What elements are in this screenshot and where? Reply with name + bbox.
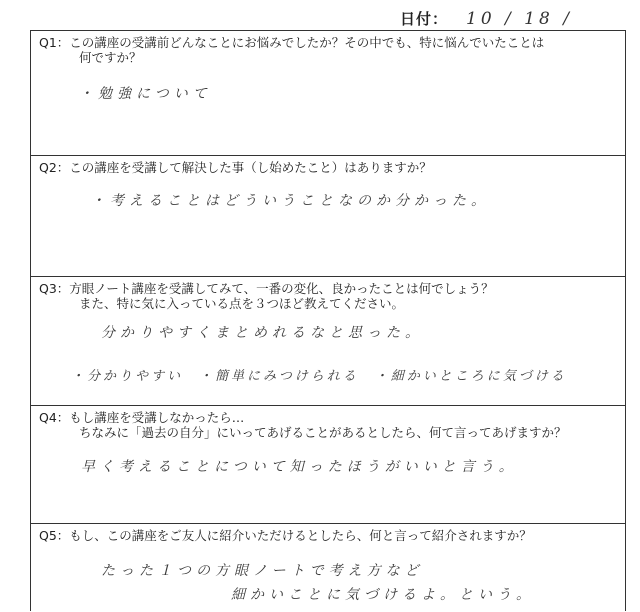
section-q1 xyxy=(31,31,625,156)
date-row xyxy=(400,8,573,30)
question-q2 xyxy=(39,160,619,175)
question-q3-line1: Q3：方眼ノート講座を受講してみて、一番の変化、良かったことは何でしょう？ xyxy=(39,281,494,296)
question-q4-line1: Q4：もし講座を受講しなかったら… xyxy=(39,410,245,425)
question-q2-line1: Q2：この講座を受講して解決した事（し始めたこと）はありますか？ xyxy=(39,160,432,175)
question-q3-line2: また、特に気に入っている点を３つほど教えてください。 xyxy=(79,296,405,311)
answer-q5-2: 細かいことに気づけるよ。という。 xyxy=(231,587,535,603)
section-q3 xyxy=(31,277,625,406)
question-q4-line2: ちなみに「過去の自分」にいってあげることがあるとしたら、何て言ってあげますか？ xyxy=(79,425,567,440)
answer-q5-1: たった１つの方眼ノートで考え方など xyxy=(101,563,424,579)
question-q1-line2: 何ですか？ xyxy=(79,50,142,65)
question-q3 xyxy=(39,281,619,311)
section-q4 xyxy=(31,406,625,524)
question-q4 xyxy=(39,410,619,440)
date-value: 10 / 18 / xyxy=(466,9,573,29)
question-q5-line1: Q5：もし、この講座をご友人に紹介いただけるとしたら、何と言って紹介されますか？ xyxy=(39,528,532,543)
question-q1-line1: Q1：この講座の受講前どんなことにお悩みでしたか？その中でも、特に悩んでいたことは xyxy=(39,35,545,50)
date-label: 日付： xyxy=(400,10,449,28)
survey-form xyxy=(30,30,626,611)
section-q2 xyxy=(31,156,625,277)
answer-q3-1: 分かりやすくまとめれるなと思った。 xyxy=(101,325,424,341)
answer-q4-1: 早く考えることについて知ったほうがいいと言う。 xyxy=(81,459,518,475)
question-q5 xyxy=(39,528,619,543)
question-q1 xyxy=(39,35,619,65)
answer-q2-1: ・考えることはどういうことなのか分かった。 xyxy=(91,193,490,209)
answer-q1-1: ・勉強について xyxy=(79,86,212,102)
section-q5 xyxy=(31,524,625,612)
answer-q3-2: ・分かりやすい ・簡単にみつけられる ・細かいところに気づける xyxy=(71,369,567,384)
